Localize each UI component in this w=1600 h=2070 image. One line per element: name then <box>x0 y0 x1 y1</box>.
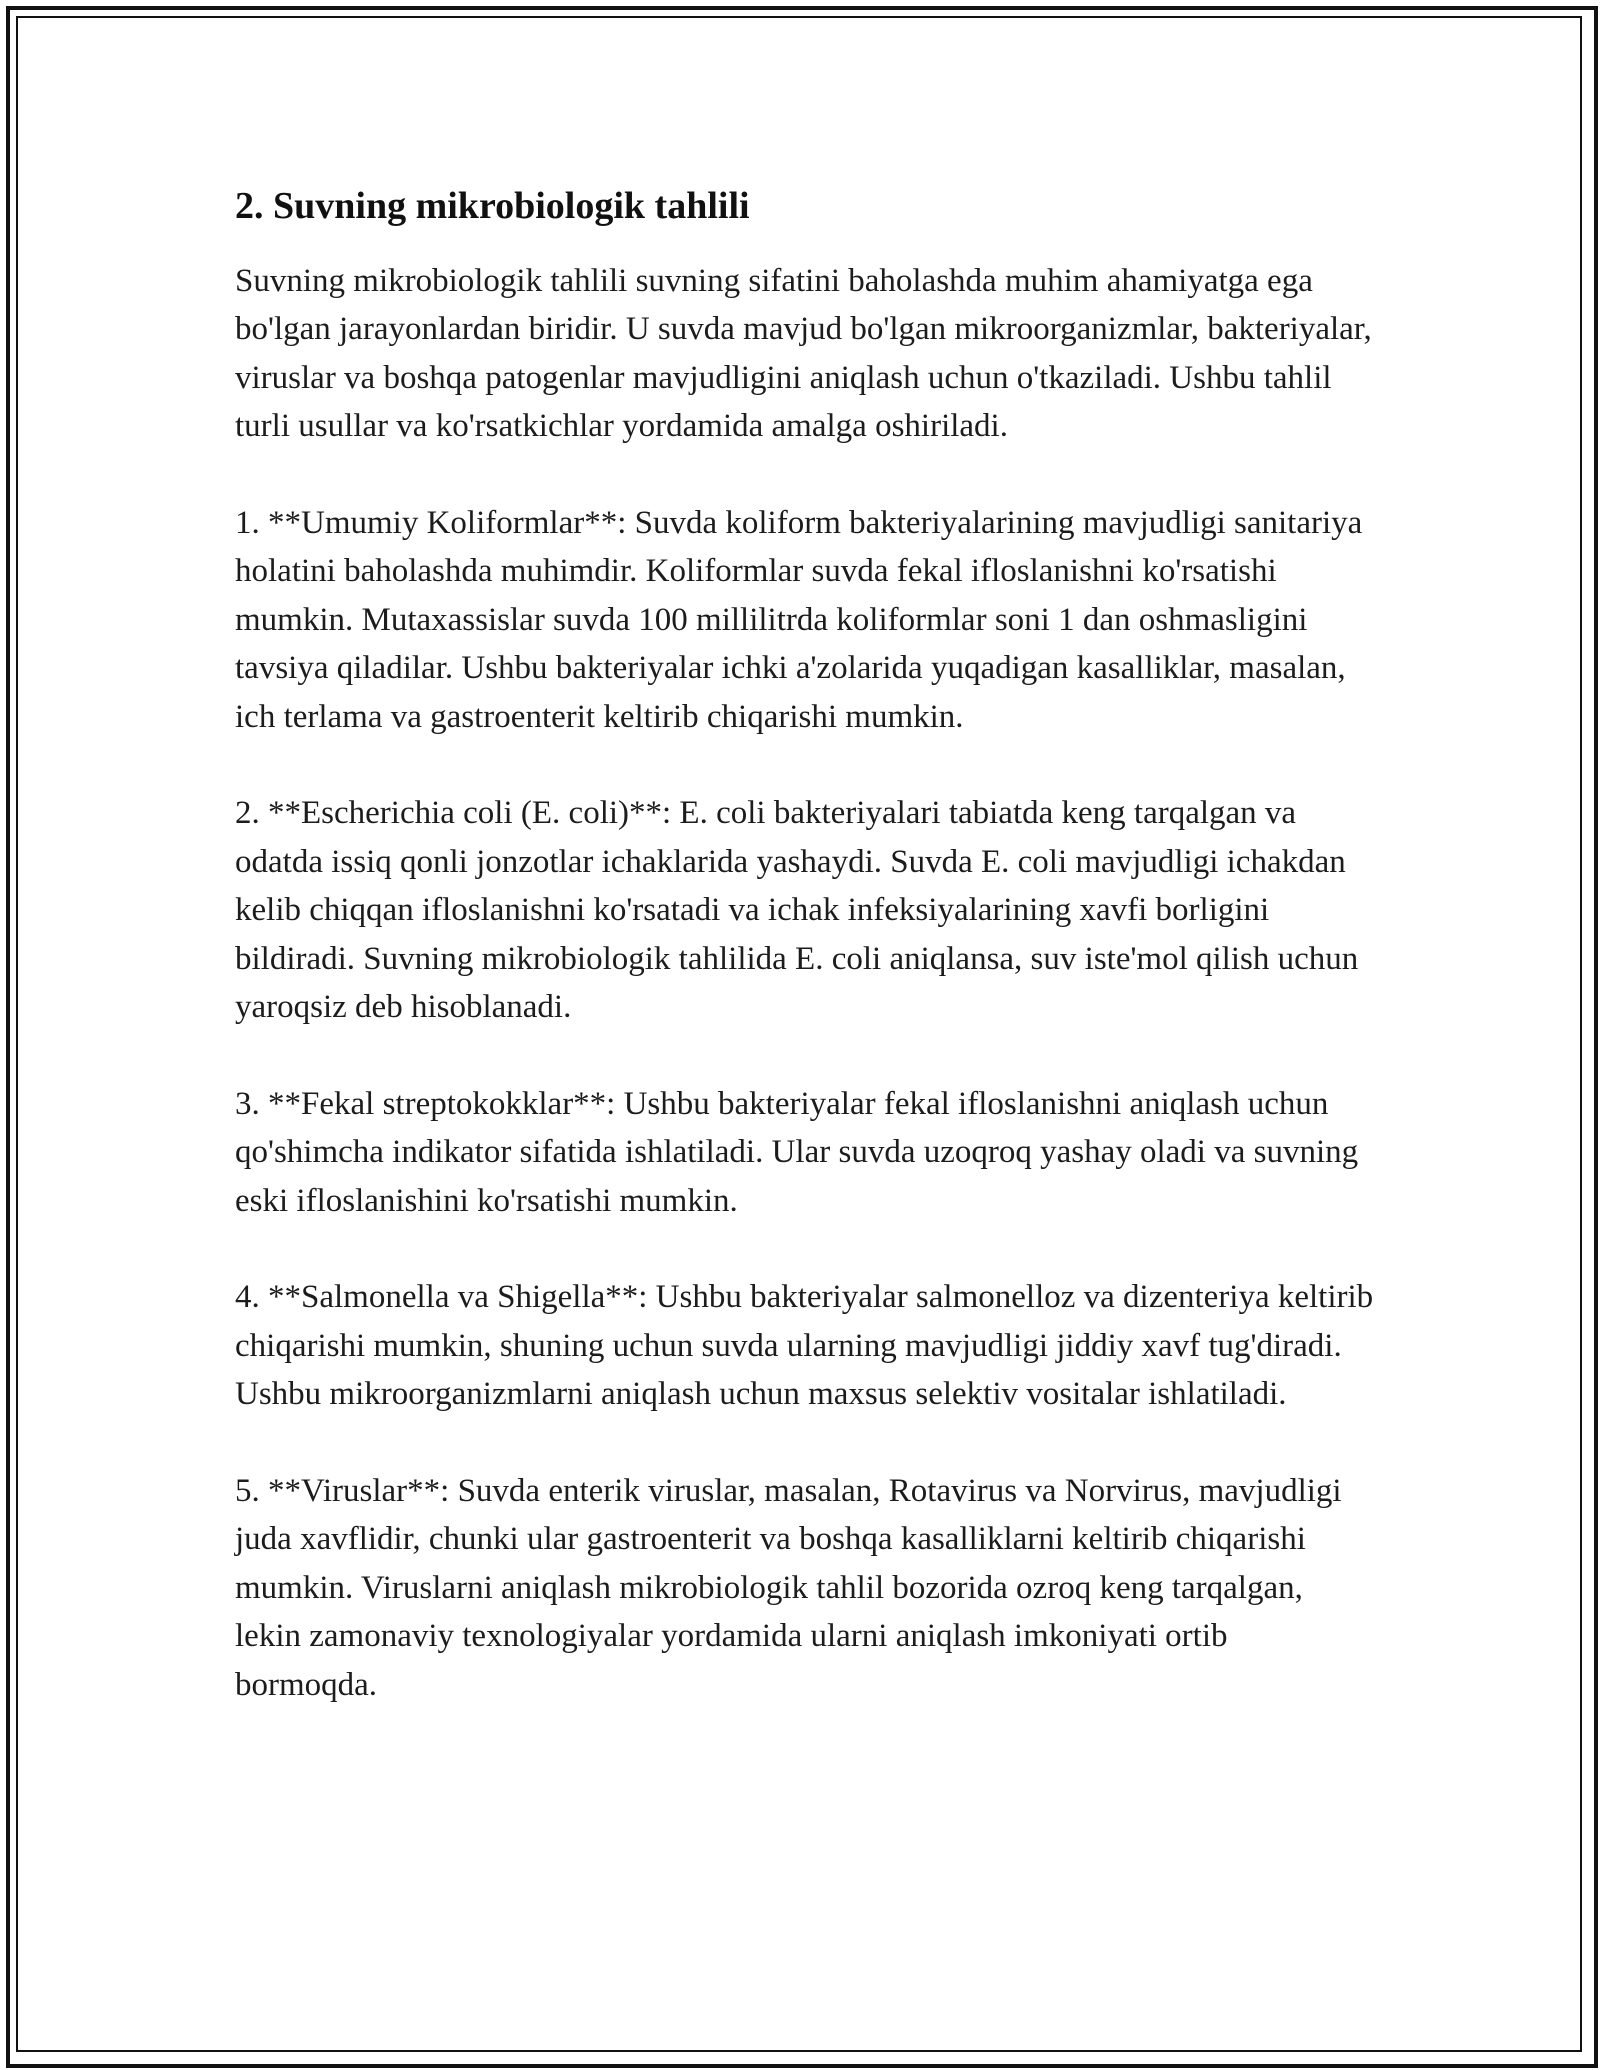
list-item-coliforms: 1. **Umumiy Koliformlar**: Suvda koliform bakteriyalarining mavjudligi sanitariya holatini baholashda muhimdir. Koliformlar suvda fekal ifloslanishni ko'rsatishi mumkin. Mutaxassislar suvda 100 millilitrda koliformlar soni 1 dan oshmasligini tavsiya qiladilar. Ushbu bakteriyalar ichki a'zolarida yuqadigan kasalliklar, masalan, ich terlama va gastroenterit keltirib chiqarishi mumkin. <box>235 505 1363 735</box>
list-item-viruses: 5. **Viruslar**: Suvda enterik viruslar, masalan, Rotavirus va Norvirus, mavjudligi juda xavflidir, chunki ular gastroenterit va boshqa kasalliklarni keltirib chiqarishi mumkin. Viruslarni aniqlash mikrobiologik tahlil bozorida ozroq keng tarqalgan, lekin zamonaviy texnologiyalar yordamida ularni aniqlash imkoniyati ortib bormoqda. <box>235 1473 1342 1703</box>
list-item-fecal-streptococci: 3. **Fekal streptokokklar**: Ushbu bakteriyalar fekal ifloslanishni aniqlash uchun qo'shimcha indikator sifatida ishlatiladi. Ular suvda uzoqroq yashay oladi va suvning eski ifloslanishini ko'rsatishi mumkin. <box>235 1085 1359 1219</box>
document-body <box>235 183 1375 1758</box>
list-item-e-coli: 2. **Escherichia coli (E. coli)**: E. coli bakteriyalari tabiatda keng tarqalgan va odatda issiq qonli jonzotlar ichaklarida yashaydi. Suvda E. coli mavjudligi ichakdan kelib chiqqan ifloslanishni ko'rsatadi va ichak infeksiyalarining xavfi borligini bildiradi. Suvning mikrobiologik tahlilida E. coli aniqlansa, suv iste'mol qilish uchun yaroqsiz deb hisoblanadi. <box>235 795 1359 1026</box>
list-item-salmonella-shigella: 4. **Salmonella va Shigella**: Ushbu bakteriyalar salmonelloz va dizenteriya keltirib chiqarishi mumkin, shuning uchun suvda ularning mavjudligi jiddiy xavf tug'diradi. Ushbu mikroorganizmlarni aniqlash uchun maxsus selektiv vositalar ishlatiladi. <box>235 1279 1374 1413</box>
section-title: 2. Suvning mikrobiologik tahlili <box>235 185 750 227</box>
intro-paragraph: Suvning mikrobiologik tahlili suvning sifatini baholashda muhim ahamiyatga ega bo'lgan jarayonlardan biridir. U suvda mavjud bo'lgan mikroorganizmlar, bakteriyalar, viruslar va boshqa patogenlar mavjudligini aniqlash uchun o'tkaziladi. Ushbu tahlil turli usullar va ko'rsatkichlar yordamida amalga oshiriladi. <box>235 263 1372 445</box>
